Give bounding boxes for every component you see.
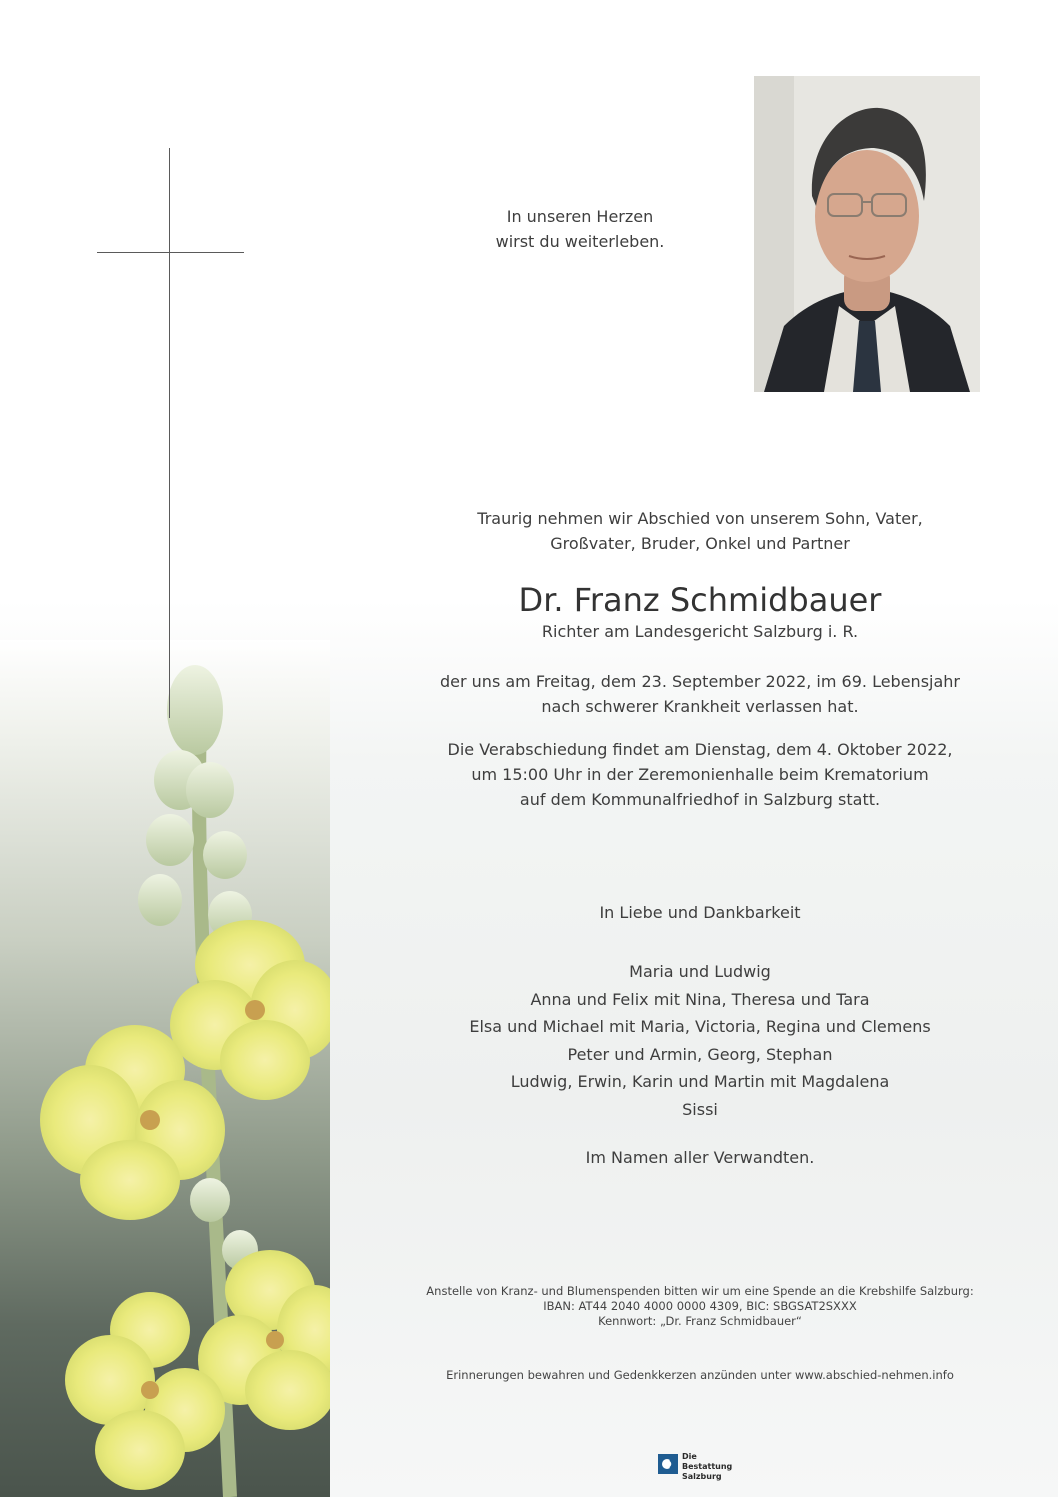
cross-icon-bar (97, 252, 244, 253)
donation-info (380, 1284, 1020, 1329)
donation-line: Anstelle von Kranz- und Blumenspenden bitten wir um eine Spende an die Krebshilfe Salzburg: (426, 1284, 974, 1298)
donation-line: Kennwort: „Dr. Franz Schmidbauer“ (598, 1314, 802, 1328)
death-line: der uns am Freitag, dem 23. September 2022, im 69. Lebensjahr (440, 672, 960, 691)
love-line: In Liebe und Dankbarkeit (599, 903, 801, 922)
intro-line: Großvater, Bruder, Onkel und Partner (550, 534, 850, 553)
deceased-name: Dr. Franz Schmidbauer (518, 581, 882, 619)
donation-line: IBAN: AT44 2040 4000 0000 4309, BIC: SBGSAT2SXXX (543, 1299, 857, 1313)
flower-image (0, 640, 330, 1497)
memories-line: Erinnerungen bewahren und Gedenkkerzen anzünden unter www.abschied-nehmen.info (446, 1368, 954, 1382)
ceremony-line: Die Verabschiedung findet am Dienstag, dem 4. Oktober 2022, (447, 740, 953, 759)
family-entry: Sissi (682, 1099, 718, 1119)
intro-line: Traurig nehmen wir Abschied von unserem Sohn, Vater, (477, 509, 923, 528)
ceremony-line: auf dem Kommunalfriedhof in Salzburg statt. (519, 790, 881, 809)
motto-line: In unseren Herzen (506, 207, 654, 226)
family-entry: Maria und Ludwig (629, 962, 771, 981)
deceased-title: Richter am Landesgericht Salzburg i. R. (541, 622, 859, 641)
motto (420, 204, 740, 254)
cross-icon (169, 148, 170, 718)
family-entry: Anna und Felix mit Nina, Theresa und Tara (530, 989, 870, 1009)
ceremony-info (380, 737, 1020, 812)
portrait-photo (754, 76, 980, 392)
motto-line: wirst du weiterleben. (495, 232, 665, 251)
funeral-home-logo (658, 1452, 748, 1482)
relatives-line: Im Namen aller Verwandten. (585, 1148, 815, 1167)
family-list (380, 958, 1020, 1124)
ceremony-line: um 15:00 Uhr in der Zeremonienhalle beim Krematorium (471, 765, 929, 784)
family-entry: Elsa und Michael mit Maria, Victoria, Regina und Clemens (469, 1017, 931, 1037)
logo-text-line: Die Bestattung (682, 1452, 733, 1471)
logo-text-line: Salzburg (682, 1472, 722, 1481)
logo-text (682, 1452, 748, 1482)
intro-text (380, 506, 1020, 556)
mullein-flower-image (0, 640, 330, 1497)
death-notice (380, 669, 1020, 719)
family-entry: Peter und Armin, Georg, Stephan (567, 1044, 833, 1064)
family-entry: Ludwig, Erwin, Karin und Martin mit Magdalena (510, 1072, 890, 1092)
death-line: nach schwerer Krankheit verlassen hat. (541, 697, 859, 716)
logo-icon (658, 1454, 678, 1474)
